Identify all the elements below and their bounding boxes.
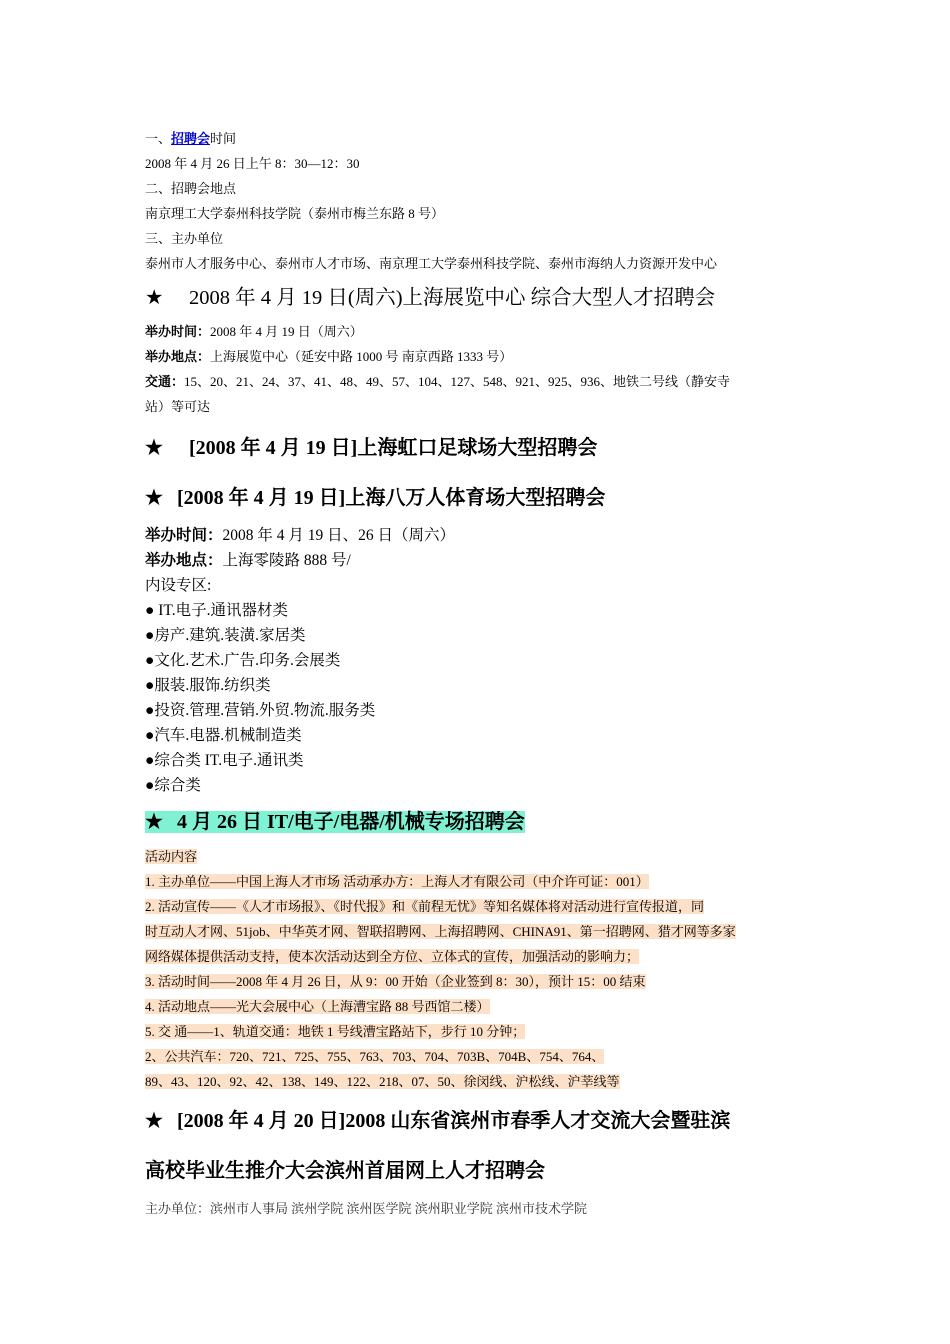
suffix-text: 时间 [210,131,237,146]
line-text: 网络媒体提供活动支持，使本次活动达到全方位、立体式的宣传，加强活动的影响力； [145,949,640,964]
fair1-title: 2008 年 4 月 19 日(周六)上海展览中心 综合大型人才招聘会 [189,287,716,309]
fair4-line [145,994,810,1019]
fair3-time [145,523,810,548]
fair4-heading-highlight [145,811,525,833]
fair4-line [145,1069,810,1094]
traffic-value: 15、20、21、24、37、41、48、49、57、104、127、548、921、925、936、地铁二号线（静安寺 [184,374,731,389]
traffic-label: 交通： [145,374,185,389]
place-label: 举办地点： [145,552,223,569]
section-place-label: 二、招聘会地点 [145,181,237,196]
line-text: 4. 活动地点——光大会展中心（上海漕宝路 88 号西馆二楼） [145,999,490,1014]
fair5-host: 主办单位：滨州市人事局 滨州学院 滨州医学院 滨州职业学院 滨州市技术学院 [145,1201,588,1216]
fair4-line [145,1044,810,1069]
zone-item: ● IT.电子.通讯器材类 [145,602,288,619]
line-text: 5. 交 通——1、轨道交通：地铁 1 号线漕宝路站下，步行 10 分钟； [145,1024,526,1039]
star-icon: ★ [145,487,163,509]
line-text: 2、公共汽车：720、721、725、755、763、703、704、703B、704B、754、764、 [145,1049,605,1064]
fair1-heading [145,285,810,319]
fair4-line [145,1019,810,1044]
place-label: 举办地点： [145,349,211,364]
fair5-heading-cont: 高校毕业生推介大会滨州首届网上人才招聘会 [145,1160,545,1182]
zone-item: ●汽车.电器.机械制造类 [145,727,302,744]
job-fair-link[interactable]: 招聘会 [171,131,211,146]
fair1-place [145,344,810,369]
fair3-place [145,548,810,573]
time-label: 举办时间： [145,324,211,339]
fair4-title: 4 月 26 日 IT/电子/电器/机械专场招聘会 [177,811,525,833]
document-body [145,126,810,1221]
fair4-content-label [145,844,810,869]
section-time-label [145,126,810,151]
line-text: 89、43、120、92、42、138、149、122、218、07、50、徐闵线、沪松线、沪莘线等 [145,1074,620,1089]
zone-item: ●服装.服饰.纺织类 [145,677,271,694]
star-icon: ★ [145,287,164,309]
line-text: 时互动人才网、51job、中华英才网、智联招聘网、上海招聘网、CHINA91、第一招聘网、猎才网等多家 [145,924,736,939]
fair2-title: [2008 年 4 月 19 日]上海虹口足球场大型招聘会 [189,437,598,459]
line-text: 3. 活动时间——2008 年 4 月 26 日，从 9：00 开始（企业签到 8：30），预计 15：00 结束 [145,974,646,989]
fair5-title-line1: [2008 年 4 月 20 日]2008 山东省滨州市春季人才交流大会暨驻滨 [177,1110,731,1132]
time-value: 2008 年 4 月 19 日（周六） [210,324,363,339]
time-value: 2008 年 4 月 19 日、26 日（周六） [222,527,456,544]
fair1-traffic-cont: 站）等可达 [145,399,211,414]
fair1-traffic [145,369,810,394]
section-host-label: 三、主办单位 [145,231,224,246]
time-label: 举办时间： [145,527,223,544]
star-icon: ★ [145,437,163,459]
star-icon: ★ [145,1110,163,1132]
fair1-time [145,319,810,344]
zone-item: ●综合类 IT.电子.通讯类 [145,752,304,769]
fair4-line [145,919,810,944]
fair4-line [145,969,810,994]
fair3-zones-label: 内设专区: [145,577,212,594]
zone-item: ●综合类 [145,777,201,794]
zone-item: ●文化.艺术.广告.印务.会展类 [145,652,341,669]
line-text: 2. 活动宣传——《人才市场报》、《时代报》和《前程无忧》等知名媒体将对活动进行宣传报道，同 [145,899,705,914]
fair4-line [145,869,810,894]
place-value: 上海展览中心（延安中路 1000 号 南京西路 1333 号） [210,349,513,364]
fair2-heading [145,423,810,473]
zone-item: ●房产.建筑.装潢.家居类 [145,627,306,644]
fair4-line [145,894,810,919]
section-time-value: 2008 年 4 月 26 日上午 8：30—12：30 [145,156,360,171]
star-icon: ★ [145,811,163,833]
fair5-heading [145,1096,810,1146]
fair3-heading [145,473,810,523]
fair4-line [145,944,810,969]
fair3-title: [2008 年 4 月 19 日]上海八万人体育场大型招聘会 [177,487,606,509]
content-label: 活动内容 [145,849,198,864]
prefix-text: 一、 [145,131,172,146]
place-value: 上海零陵路 888 号/ [222,552,351,569]
zone-item: ●投资.管理.营销.外贸.物流.服务类 [145,702,376,719]
fair4-heading [145,808,810,836]
line-text: 1. 主办单位——中国上海人才市场 活动承办方：上海人才有限公司（中介许可证：001） [145,874,649,889]
section-host-value: 泰州市人才服务中心、泰州市人才市场、南京理工大学泰州科技学院、泰州市海纳人力资源开发中心 [145,256,718,271]
section-place-value: 南京理工大学泰州科技学院（泰州市梅兰东路 8 号） [145,206,445,221]
